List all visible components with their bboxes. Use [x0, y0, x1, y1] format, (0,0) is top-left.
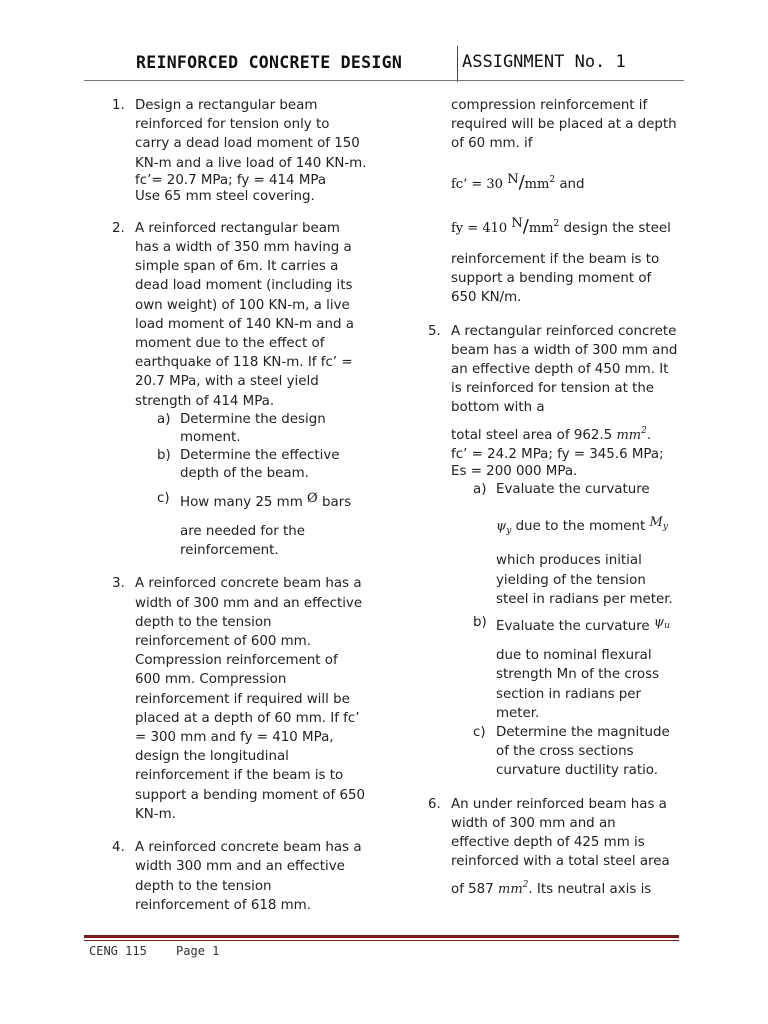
text: and	[559, 176, 585, 192]
question-given: Es = 200 000 MPa.	[451, 464, 578, 480]
question-number: 5.	[428, 323, 441, 339]
question-text: Design a rectangular beam reinforced for tension only to carry a dead load moment of 150 KN-m and a live load of 140 KN-m.	[135, 98, 367, 171]
psi-y-line	[496, 513, 678, 541]
page-header	[84, 44, 684, 80]
sub-text: How many 25 mm	[180, 494, 303, 510]
question-text: A reinforced rectangular beam has a width of 350 mm having a simple span of 6m. It carries a dead load moment (including its own weight) of 100 KN-m, a live load moment of 140 KN-m and a moment due to the effect of earthquake of 118 KN-m. If fc’ = 20.7 MPa, with a steel yield strength of 414 MPa.	[135, 220, 354, 409]
text: total steel area of 962.5	[451, 427, 613, 443]
question-number: 2.	[112, 220, 125, 236]
sub-question-c	[473, 723, 678, 781]
steel-area	[451, 422, 678, 445]
unit-exponent: 2	[553, 218, 560, 229]
psi-symbol: ψ	[496, 519, 507, 535]
question-5	[428, 322, 678, 781]
right-column	[428, 96, 678, 911]
sub-question-a	[157, 411, 367, 447]
sub-text: Evaluate the curvature	[496, 482, 650, 498]
footer-rule-thin	[84, 940, 679, 941]
sub-label: c)	[473, 725, 486, 741]
sub-text: Determine the magnitude of the cross sections curvature ductility ratio.	[496, 725, 670, 779]
question-text: reinforcement if the beam is to support a bending moment of 650 KN/m.	[451, 252, 660, 306]
fraction-slash: /	[522, 215, 529, 237]
question-number: 1.	[112, 98, 125, 113]
sub-label: a)	[157, 411, 171, 427]
unit-numerator: N	[511, 215, 523, 231]
sub-text: bars	[321, 494, 352, 510]
sub-text: Determine the effective depth of the beam.	[180, 447, 340, 481]
page-footer	[89, 944, 241, 958]
steel-area	[451, 876, 678, 899]
question-3	[112, 574, 367, 824]
sub-label: c)	[157, 490, 170, 506]
sub-label: a)	[473, 482, 487, 498]
math-text: fy = 410	[451, 220, 508, 236]
sub-text: which produces initial yielding of the tension steel in radians per meter.	[496, 553, 673, 607]
moment-subscript: y	[662, 522, 668, 533]
question-given: fc’= 20.7 MPa; fy = 414 MPa	[135, 172, 327, 188]
text: .	[646, 427, 652, 443]
header-rule	[84, 80, 684, 81]
text: . Its neutral axis is	[528, 881, 652, 897]
question-given: Use 65 mm steel covering.	[135, 188, 315, 204]
question-1	[112, 96, 367, 205]
diameter-symbol: Ø	[307, 490, 318, 506]
question-number: 3.	[112, 576, 125, 592]
sub-label: b)	[473, 615, 487, 631]
unit-exponent: 2	[522, 879, 529, 890]
document-title: REINFORCED CONCRETE DESIGN	[136, 53, 403, 72]
math-text: fc’ = 30	[451, 176, 503, 192]
sub-label: b)	[157, 447, 171, 463]
course-code: CENG 115	[89, 944, 147, 958]
equation-fy	[451, 214, 678, 238]
fraction-slash: /	[518, 171, 525, 193]
psi-subscript: y	[506, 526, 512, 537]
equation-fc	[451, 170, 678, 194]
sub-text: Evaluate the curvature	[496, 619, 650, 635]
question-text: compression reinforcement if required will be placed at a depth of 60 mm. if	[451, 98, 677, 152]
page-number: Page 1	[176, 944, 220, 958]
question-text: A reinforced concrete beam has a width 300 mm and an effective depth to the tension reinforcement of 618 mm.	[135, 840, 362, 913]
question-number: 6.	[428, 796, 441, 812]
header-divider	[457, 46, 458, 82]
assignment-number: ASSIGNMENT No. 1	[462, 52, 626, 72]
question-4-continued	[428, 96, 678, 308]
question-6	[428, 795, 678, 899]
sub-question-a	[473, 480, 678, 609]
question-text: A rectangular reinforced concrete beam has a width of 300 mm and an effective depth of 450 mm. It is reinforced for tension at the bottom with a	[451, 323, 678, 416]
text: design the steel	[563, 220, 671, 236]
footer-rule	[84, 935, 679, 938]
sub-text: Determine the design moment.	[180, 411, 326, 445]
psi-subscript: u	[664, 621, 670, 632]
sub-question-b	[473, 613, 678, 723]
question-text: A reinforced concrete beam has a width of 300 mm and an effective depth to the tension reinforcement of 600 mm. Compression reinforcement of 600 mm. Compression reinforcement if required will be placed at a depth of 60 mm. If fc’ = 300 mm and fy = 410 MPa, design the longitudinal reinforcement if the beam is to support a bending moment of 650 KN-m.	[135, 576, 366, 822]
question-4	[112, 838, 367, 915]
text: due to the moment	[515, 519, 646, 535]
question-2	[112, 219, 367, 561]
question-number: 4.	[112, 840, 125, 856]
text: of 587	[451, 881, 494, 897]
question-text: An under reinforced beam has a width of 300 mm and an effective depth of 425 mm is reinforced with a total steel area	[451, 796, 670, 870]
unit: mm	[616, 427, 642, 443]
question-given: fc’ = 24.2 MPa; fy = 345.6 MPa;	[451, 446, 664, 462]
unit-denominator: mm	[524, 176, 550, 192]
sub-text-cont: are needed for the reinforcement.	[180, 524, 306, 559]
unit-denominator: mm	[528, 220, 554, 236]
unit-numerator: N	[507, 171, 519, 187]
sub-question-b	[157, 447, 367, 483]
unit-exponent: 2	[641, 425, 647, 436]
left-column	[112, 96, 367, 927]
unit: mm	[498, 881, 523, 897]
unit-exponent: 2	[549, 174, 556, 185]
psi-symbol: ψ	[653, 615, 665, 631]
moment-symbol: M	[649, 515, 663, 531]
sub-text: due to nominal flexural strength Mn of the cross section in radians per meter.	[496, 648, 660, 721]
sub-question-c	[157, 489, 367, 561]
